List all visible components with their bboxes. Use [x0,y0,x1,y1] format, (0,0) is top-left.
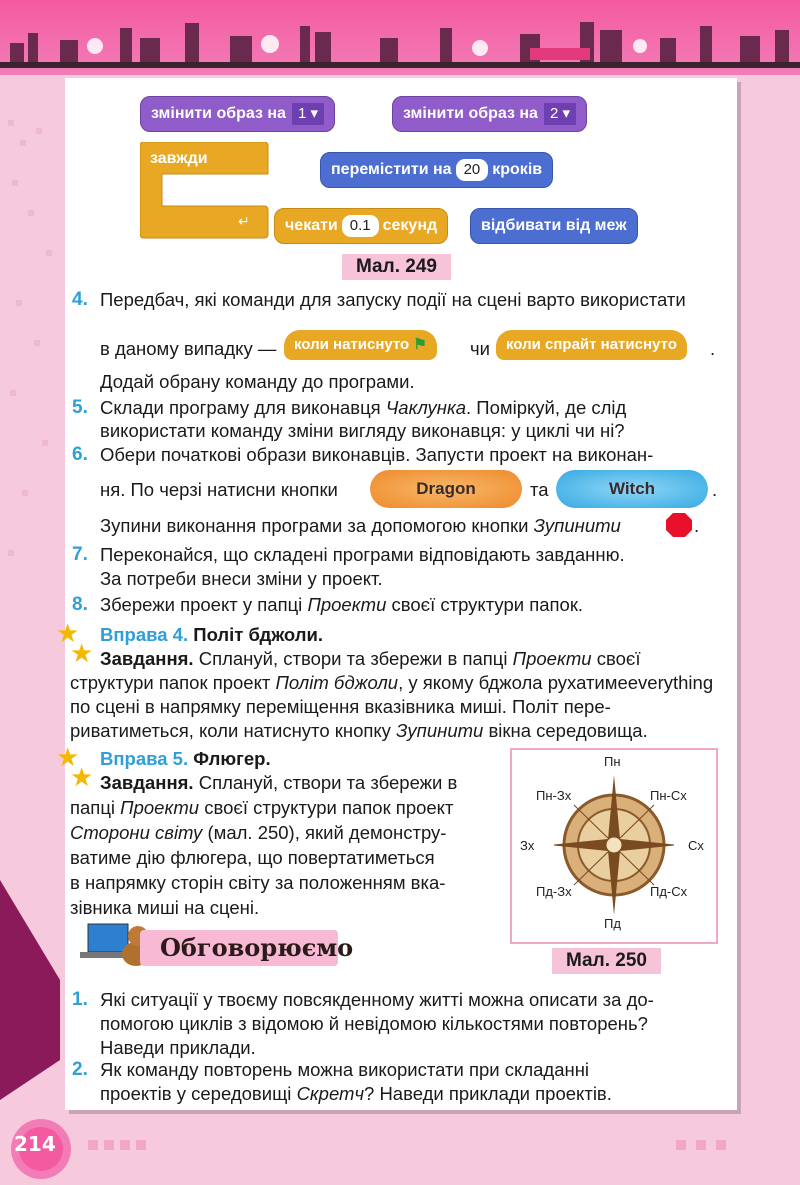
svg-text:↵: ↵ [238,214,250,230]
green-flag-icon: ⚑ [413,336,427,353]
bounce-block: відбивати від меж [470,208,638,244]
exercise-5-text: Сторони світу (мал. 250), який демонстру- [70,822,447,843]
star-icon: ★ [70,638,94,668]
exercise-4-text: по сцені в напрямку переміщення вказівника миші. Політ пере- [70,696,611,717]
compass-label-n: Пн [604,754,621,769]
compass-label-nw: Пн-Зх [536,788,572,803]
city-skyline-illustration [0,18,800,68]
question-number: 1. [72,989,88,1010]
item-number: 8. [72,594,88,615]
dragon-button[interactable]: Dragon [370,470,522,508]
and-text: та [530,479,549,500]
item-text: Передбач, які команди для запуску події на сцені варто використати [100,289,686,310]
question-text: проектів у середовищі Скретч? Наведи приклади проектів. [100,1083,612,1104]
star-icon: ★ [56,618,80,648]
period: . [710,338,716,359]
item-text: Склади програму для виконавця Чаклунка. Поміркуй, де слід [100,397,627,418]
exercise-4-heading: Вправа 4. Політ бджоли. [100,624,323,645]
period: . [712,479,718,500]
decor-dots [6,120,61,600]
witch-button[interactable]: Witch [556,470,708,508]
item-text: Збережи проект у папці Проекти своєї структури папок. [100,594,584,615]
costume-block-2: змінити образ на 2 ▾ [392,96,587,132]
exercise-5-text: Завдання. Сплануй, створи та збережи в [100,772,458,793]
compass-label-sw: Пд-Зх [536,884,572,899]
wait-seconds-input[interactable]: 0.1 [342,215,379,237]
star-icon: ★ [56,742,80,772]
road-strip [0,62,800,68]
figure-caption-250: Мал. 250 [552,948,661,974]
question-text: Наведи приклади. [100,1037,256,1058]
item-text: в даному випадку — [100,338,277,359]
compass-label-se: Пд-Сх [650,884,688,899]
exercise-5-text: в напрямку сторін світу за положенням вка- [70,872,446,893]
exercise-4-text: Завдання. Сплануй, створи та збережи в папці Проекти своєї [100,648,641,669]
item-number: 6. [72,444,88,465]
item-text: Обери початкові образи виконавців. Запусти проект на виконан- [100,444,654,465]
exercise-5-text: ватиме дію флюгера, що повертатиметься [70,847,435,868]
exercise-5-text: папці Проекти своєї структури папок проект [70,797,454,818]
exercise-4-text: структури папок проект Політ бджоли, у якому бджола рухатимеeverything [70,672,714,693]
item-text: ня. По черзі натисни кнопки [100,479,338,500]
wait-block: чекати 0.1 секунд [274,208,448,244]
item-text: Додай обрану команду до програми. [100,371,415,392]
item-text: За потреби внеси зміни у проект. [100,568,383,589]
exercise-5-heading: Вправа 5. Флюгер. [100,748,271,769]
stop-sign-icon[interactable] [665,512,693,538]
item-number: 4. [72,289,88,310]
item-text: використати команду зміни вигляду виконавця: у циклі чи ні? [100,420,625,441]
star-icon: ★ [70,762,94,792]
compass-label-e: Сх [688,838,704,853]
compass-label-ne: Пн-Сх [650,788,687,803]
costume-block-1: змінити образ на 1 ▾ [140,96,335,132]
question-text: Як команду повторень можна використати при складанні [100,1059,590,1080]
exercise-5-text: зівника миші на сцені. [70,897,260,918]
footer [0,1110,800,1185]
item-number: 7. [72,544,88,565]
compass-label-w: Зх [520,838,535,853]
discuss-title: Обговорюємо [160,933,354,962]
page-number: 214 [14,1132,56,1156]
when-sprite-clicked-block: коли спрайт натиснуто [496,330,687,360]
compass-figure [510,748,718,944]
question-text: Які ситуації у твоєму повсякденному житті можна описати за до- [100,989,654,1010]
costume-dropdown-1[interactable]: 1 ▾ [292,103,324,125]
figure-caption-249: Мал. 249 [342,254,451,280]
move-steps-input[interactable]: 20 [456,159,489,181]
compass-label-s: Пд [604,916,621,931]
top-banner [0,0,800,75]
item-number: 5. [72,397,88,418]
costume-dropdown-2[interactable]: 2 ▾ [544,103,576,125]
question-number: 2. [72,1059,88,1080]
or-text: чи [470,338,490,359]
question-text: помогою циклів з відомою й невідомою кількостями повторень? [100,1013,648,1034]
item-text: Зупини виконання програми за допомогою кнопки Зупинити [100,515,621,536]
item-text: Переконайся, що складені програми відповідають завданню. [100,544,625,565]
period: . [694,515,700,536]
forever-label: завжди [150,150,208,167]
exercise-4-text: риватиметься, коли натиснуто кнопку Зупинити вікна середовища. [70,720,648,741]
left-decor-ribbon [0,860,70,1100]
move-block: перемістити на 20 кроків [320,152,553,188]
when-flag-clicked-block: коли натиснуто ⚑ [284,330,437,360]
